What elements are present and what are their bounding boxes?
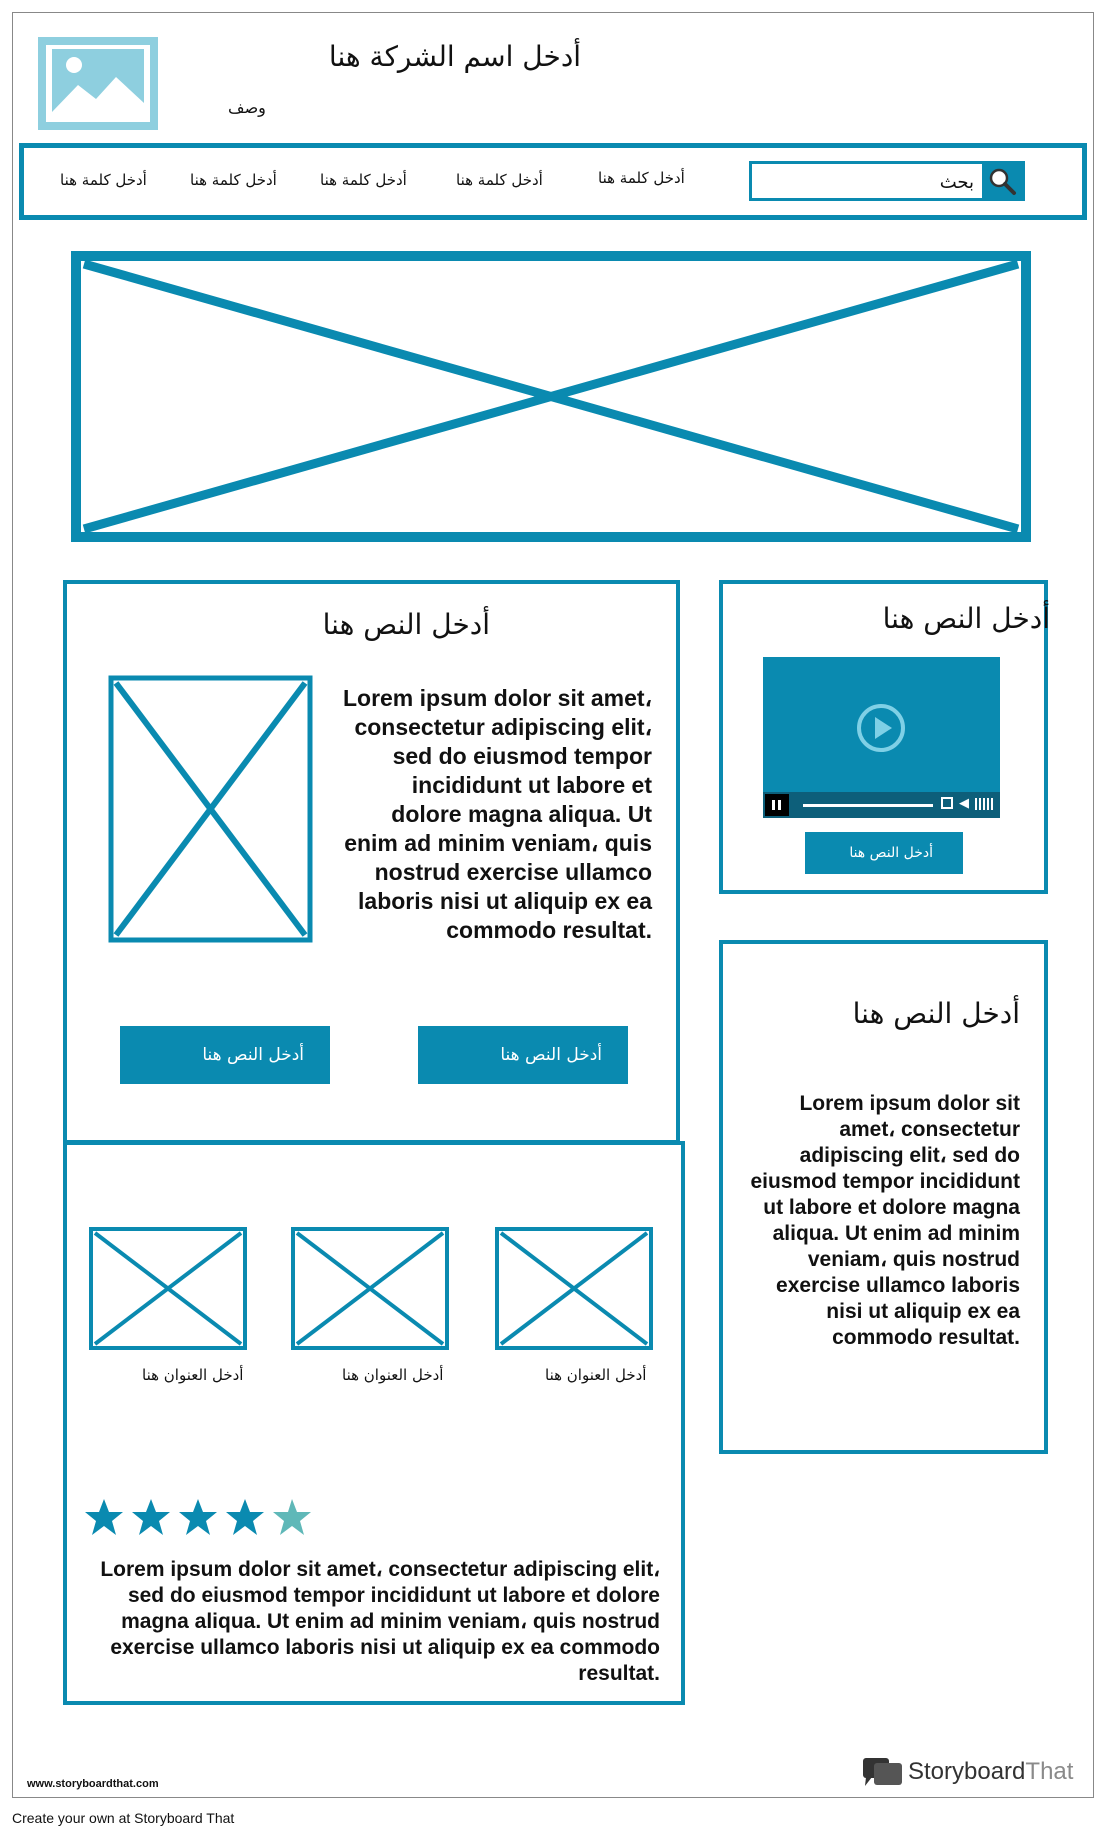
company-name: أدخل اسم الشركة هنا bbox=[328, 40, 582, 73]
main-button-right-label: أدخل النص هنا bbox=[500, 1045, 602, 1065]
video-panel-heading: أدخل النص هنا bbox=[882, 602, 1050, 635]
search-input-value: بحث bbox=[939, 172, 974, 193]
search-input[interactable] bbox=[749, 161, 1025, 201]
main-body-text: Lorem ipsum dolor sit amet، consectetur adipiscing elit، sed do eiusmod tempor incididunt ut labore et dolore magna aliqua. Ut enim ad minim veniam، quis nostrud exercise ullamco laboris nisi ut aliquip ex ea commodo resultat. bbox=[342, 685, 652, 943]
nav-item-4[interactable]: أدخل كلمة هنا bbox=[456, 171, 543, 189]
main-image-placeholder bbox=[108, 675, 313, 943]
storyboardthat-logo bbox=[862, 1755, 1092, 1791]
image-placeholder-icon bbox=[38, 37, 158, 130]
search-button[interactable] bbox=[982, 164, 1022, 198]
gallery-image-2 bbox=[291, 1227, 449, 1350]
text-panel-heading: أدخل النص هنا bbox=[852, 997, 1020, 1030]
video-progress-slider[interactable] bbox=[803, 804, 933, 807]
gallery-caption-2: أدخل العنوان هنا bbox=[342, 1366, 444, 1384]
video-panel-button[interactable] bbox=[805, 832, 963, 874]
hero-image-placeholder bbox=[70, 250, 1032, 543]
search-icon bbox=[982, 164, 1022, 198]
star-icon bbox=[179, 1499, 217, 1535]
main-button-left-label: أدخل النص هنا bbox=[202, 1045, 304, 1065]
speech-bubbles-icon bbox=[862, 1755, 904, 1791]
star-rating bbox=[84, 1497, 314, 1537]
main-button-left[interactable] bbox=[120, 1026, 330, 1084]
fullscreen-icon[interactable] bbox=[941, 797, 953, 809]
star-icon bbox=[226, 1499, 264, 1535]
nav-item-5[interactable]: أدخل كلمة هنا bbox=[598, 169, 685, 187]
volume-icon[interactable]: ◀ bbox=[959, 796, 969, 811]
footer-url[interactable]: www.storyboardthat.com bbox=[27, 1778, 159, 1790]
video-player[interactable] bbox=[763, 657, 1000, 818]
text-panel-body: Lorem ipsum dolor sit amet، consectetur adipiscing elit، sed do eiusmod tempor incididunt ut labore et dolore magna aliqua. Ut enim ad minim veniam، quis nostrud exercise ullamco laboris nisi ut aliquip ex ea commodo resultat. bbox=[750, 1092, 1020, 1349]
main-button-right[interactable] bbox=[418, 1026, 628, 1084]
brand-part-2: That bbox=[1025, 1758, 1074, 1785]
nav-item-1[interactable]: أدخل كلمة هنا bbox=[60, 171, 147, 189]
star-icon bbox=[273, 1499, 311, 1535]
review-text: Lorem ipsum dolor sit amet، consectetur adipiscing elit، sed do eiusmod tempor incididunt ut labore et dolore magna aliqua. Ut enim ad minim veniam، quis nostrud exercise ullamco laboris nisi ut aliquip ex ea commodo resultat. bbox=[100, 1558, 660, 1685]
gallery-caption-1: أدخل العنوان هنا bbox=[142, 1366, 244, 1384]
company-description: وصف bbox=[228, 98, 266, 117]
volume-slider[interactable] bbox=[975, 798, 993, 810]
video-panel-button-label: أدخل النص هنا bbox=[849, 845, 933, 861]
nav-item-3[interactable]: أدخل كلمة هنا bbox=[320, 171, 407, 189]
star-icon bbox=[85, 1499, 123, 1535]
create-your-own-text[interactable]: Create your own at Storyboard That bbox=[12, 1810, 235, 1826]
nav-item-2[interactable]: أدخل كلمة هنا bbox=[190, 171, 277, 189]
play-icon[interactable] bbox=[856, 703, 906, 753]
brand-name bbox=[908, 1758, 1073, 1786]
pause-icon[interactable] bbox=[765, 794, 789, 816]
star-icon bbox=[132, 1499, 170, 1535]
gallery-image-3 bbox=[495, 1227, 653, 1350]
video-controls-bar bbox=[763, 792, 1000, 818]
gallery-caption-3: أدخل العنوان هنا bbox=[545, 1366, 647, 1384]
brand-part-1: Storyboard bbox=[908, 1758, 1026, 1785]
main-heading: أدخل النص هنا bbox=[322, 608, 490, 641]
logo-placeholder bbox=[38, 37, 158, 130]
gallery-image-1 bbox=[89, 1227, 247, 1350]
